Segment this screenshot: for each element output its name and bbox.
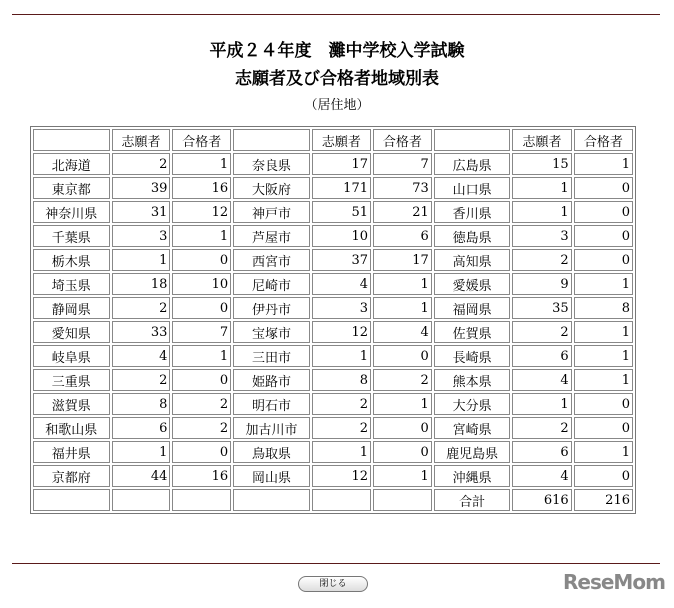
passed-count: 1 — [373, 393, 432, 415]
passed-count: 1 — [574, 441, 633, 463]
header-applicants: 志願者 — [112, 129, 171, 151]
passed-count: 2 — [172, 417, 231, 439]
applicants-count: 2 — [512, 249, 571, 271]
passed-count: 0 — [373, 417, 432, 439]
passed-count: 4 — [373, 321, 432, 343]
region-name: 沖縄県 — [434, 465, 511, 487]
passed-count: 1 — [574, 153, 633, 175]
passed-count: 0 — [373, 345, 432, 367]
applicants-count: 2 — [312, 417, 371, 439]
region-name: 静岡県 — [33, 297, 110, 319]
total-label: 合計 — [434, 489, 511, 511]
applicants-count: 6 — [512, 441, 571, 463]
region-name: 山口県 — [434, 177, 511, 199]
applicants-count: 15 — [512, 153, 571, 175]
passed-count: 0 — [172, 441, 231, 463]
applicants-count: 1 — [512, 177, 571, 199]
applicants-count: 2 — [112, 297, 171, 319]
applicants-count: 12 — [312, 321, 371, 343]
region-name: 宝塚市 — [233, 321, 310, 343]
region-name: 神戸市 — [233, 201, 310, 223]
passed-count: 10 — [172, 273, 231, 295]
close-button[interactable]: 閉じる — [298, 576, 368, 592]
header-applicants: 志願者 — [312, 129, 371, 151]
passed-count: 16 — [172, 465, 231, 487]
passed-count: 7 — [373, 153, 432, 175]
region-name: 北海道 — [33, 153, 110, 175]
passed-count: 1 — [172, 345, 231, 367]
passed-count: 2 — [373, 369, 432, 391]
table-header-row — [33, 129, 633, 151]
applicants-count: 1 — [112, 249, 171, 271]
passed-count: 0 — [172, 249, 231, 271]
region-name: 千葉県 — [33, 225, 110, 247]
passed-count: 1 — [172, 225, 231, 247]
applicants-count: 2 — [512, 321, 571, 343]
applicants-count: 6 — [512, 345, 571, 367]
applicants-count: 1 — [312, 441, 371, 463]
applicants-count: 18 — [112, 273, 171, 295]
region-name: 大阪府 — [233, 177, 310, 199]
passed-count: 0 — [574, 249, 633, 271]
total-row — [33, 489, 633, 511]
region-name: 愛媛県 — [434, 273, 511, 295]
region-name: 西宮市 — [233, 249, 310, 271]
passed-count: 0 — [574, 465, 633, 487]
region-name: 姫路市 — [233, 369, 310, 391]
applicants-count: 4 — [512, 369, 571, 391]
passed-count: 1 — [373, 273, 432, 295]
region-name: 伊丹市 — [233, 297, 310, 319]
passed-count: 0 — [172, 369, 231, 391]
table-row — [33, 225, 633, 247]
applicants-count: 12 — [312, 465, 371, 487]
region-name: 栃木県 — [33, 249, 110, 271]
region-name: 芦屋市 — [233, 225, 310, 247]
page-title: 平成２４年度 灘中学校入学試験 — [209, 41, 465, 61]
passed-count: 1 — [574, 321, 633, 343]
applicants-count: 4 — [112, 345, 171, 367]
applicants-count: 8 — [112, 393, 171, 415]
region-name: 福岡県 — [434, 297, 511, 319]
table-row — [33, 393, 633, 415]
region-name: 熊本県 — [434, 369, 511, 391]
applicants-count: 37 — [312, 249, 371, 271]
passed-count: 0 — [373, 441, 432, 463]
applicants-count: 2 — [312, 393, 371, 415]
passed-count: 1 — [574, 273, 633, 295]
applicants-count: 17 — [312, 153, 371, 175]
region-name: 岡山県 — [233, 465, 310, 487]
header-passed: 合格者 — [574, 129, 633, 151]
table-row — [33, 369, 633, 391]
passed-count: 0 — [574, 225, 633, 247]
region-name: 明石市 — [233, 393, 310, 415]
header-passed: 合格者 — [373, 129, 432, 151]
total-passed: 216 — [574, 489, 633, 511]
passed-count: 16 — [172, 177, 231, 199]
bottom-divider — [12, 563, 660, 564]
region-name: 福井県 — [33, 441, 110, 463]
applicants-count: 1 — [112, 441, 171, 463]
region-name: 広島県 — [434, 153, 511, 175]
table-row — [33, 153, 633, 175]
region-name: 鹿児島県 — [434, 441, 511, 463]
region-name: 宮崎県 — [434, 417, 511, 439]
region-name: 大分県 — [434, 393, 511, 415]
applicants-count: 2 — [512, 417, 571, 439]
region-name: 愛知県 — [33, 321, 110, 343]
region-name: 長崎県 — [434, 345, 511, 367]
region-name: 神奈川県 — [33, 201, 110, 223]
applicants-count: 3 — [112, 225, 171, 247]
region-name: 和歌山県 — [33, 417, 110, 439]
region-name: 三田市 — [233, 345, 310, 367]
applicants-count: 33 — [112, 321, 171, 343]
applicants-count: 1 — [512, 201, 571, 223]
applicants-count: 1 — [512, 393, 571, 415]
header-passed: 合格者 — [172, 129, 231, 151]
passed-count: 21 — [373, 201, 432, 223]
region-name: 香川県 — [434, 201, 511, 223]
passed-count: 6 — [373, 225, 432, 247]
applicants-count: 4 — [312, 273, 371, 295]
region-name: 加古川市 — [233, 417, 310, 439]
table-row — [33, 465, 633, 487]
applicants-count: 2 — [112, 369, 171, 391]
passed-count: 0 — [574, 393, 633, 415]
passed-count: 1 — [172, 153, 231, 175]
applicants-count: 35 — [512, 297, 571, 319]
resemom-logo: ReseMom — [563, 570, 665, 594]
region-name: 徳島県 — [434, 225, 511, 247]
applicants-count: 9 — [512, 273, 571, 295]
passed-count: 17 — [373, 249, 432, 271]
passed-count: 73 — [373, 177, 432, 199]
page-subtitle: 志願者及び合格者地域別表 — [235, 69, 439, 89]
passed-count: 7 — [172, 321, 231, 343]
passed-count: 2 — [172, 393, 231, 415]
applicants-count: 10 — [312, 225, 371, 247]
table-row — [33, 417, 633, 439]
passed-count: 8 — [574, 297, 633, 319]
table-row — [33, 177, 633, 199]
top-divider — [12, 14, 660, 15]
region-name: 岐阜県 — [33, 345, 110, 367]
total-applicants: 616 — [512, 489, 571, 511]
region-name: 三重県 — [33, 369, 110, 391]
table-row — [33, 297, 633, 319]
region-name: 鳥取県 — [233, 441, 310, 463]
applicants-count: 31 — [112, 201, 171, 223]
passed-count: 12 — [172, 201, 231, 223]
residence-note: （居住地） — [304, 98, 370, 113]
table-row — [33, 345, 633, 367]
region-name: 滋賀県 — [33, 393, 110, 415]
passed-count: 0 — [574, 417, 633, 439]
passed-count: 0 — [574, 201, 633, 223]
table-row — [33, 273, 633, 295]
region-name: 佐賀県 — [434, 321, 511, 343]
passed-count: 1 — [373, 465, 432, 487]
applicants-count: 2 — [112, 153, 171, 175]
region-name: 京都府 — [33, 465, 110, 487]
applicants-count: 51 — [312, 201, 371, 223]
applicants-count: 1 — [312, 345, 371, 367]
applicants-count: 39 — [112, 177, 171, 199]
region-name: 尼崎市 — [233, 273, 310, 295]
region-table — [30, 126, 636, 514]
region-name: 高知県 — [434, 249, 511, 271]
header-applicants: 志願者 — [512, 129, 571, 151]
region-name: 奈良県 — [233, 153, 310, 175]
passed-count: 0 — [172, 297, 231, 319]
applicants-count: 3 — [512, 225, 571, 247]
applicants-count: 8 — [312, 369, 371, 391]
passed-count: 1 — [574, 369, 633, 391]
region-name: 埼玉県 — [33, 273, 110, 295]
table-row — [33, 441, 633, 463]
applicants-count: 4 — [512, 465, 571, 487]
passed-count: 1 — [574, 345, 633, 367]
passed-count: 0 — [574, 177, 633, 199]
applicants-count: 44 — [112, 465, 171, 487]
applicants-count: 171 — [312, 177, 371, 199]
table-row — [33, 321, 633, 343]
applicants-count: 6 — [112, 417, 171, 439]
passed-count: 1 — [373, 297, 432, 319]
table-row — [33, 201, 633, 223]
applicants-count: 3 — [312, 297, 371, 319]
table-row — [33, 249, 633, 271]
region-name: 東京都 — [33, 177, 110, 199]
